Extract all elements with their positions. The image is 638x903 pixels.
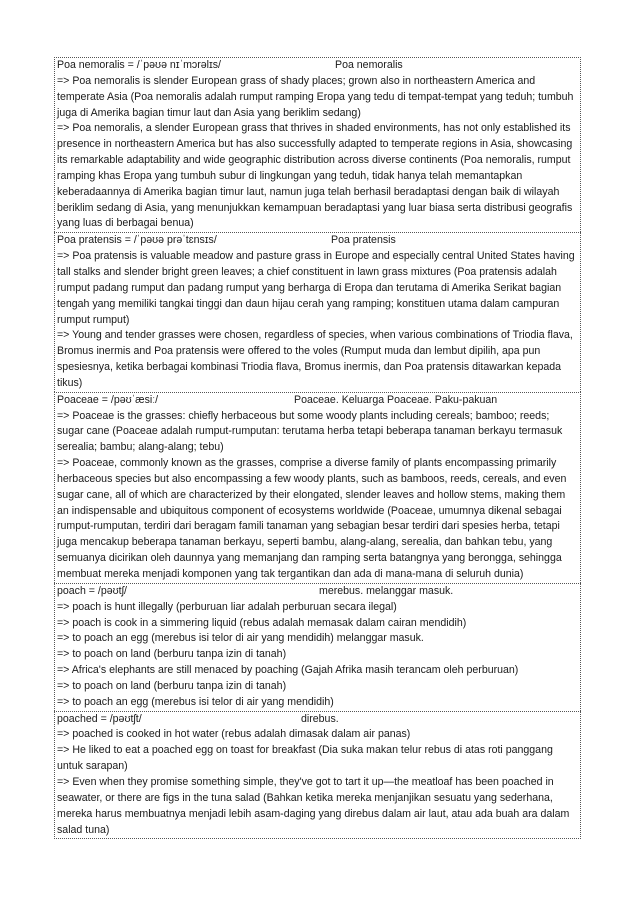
dictionary-entry [54, 57, 581, 232]
example-sentence: => poach is cook in a simmering liquid (rebus adalah memasak dalam cairan mendidih) [57, 616, 467, 629]
entry-term: Poaceae = /pəʊˈæsiː/ [57, 393, 159, 406]
example-sentence: => to poach on land (berburu tanpa izin di tanah) [57, 679, 287, 692]
dictionary-entry [54, 232, 581, 391]
example-sentence: => He liked to eat a poached egg on toast for breakfast (Dia suka makan telur rebus di atas roti panggang untuk sarapan) [57, 744, 553, 773]
entry-heading [57, 233, 578, 249]
dictionary-entry [54, 392, 581, 583]
example-sentence: => Young and tender grasses were chosen, regardless of species, when various combinations of Triodia flava, Bromus inermis and Poa pratensis were offered to the voles (Rumput muda dan lembut dipilih, apa pun spesiesnya, ketika berbagai kombinasi Triodia flava, Bromus inermis, dan Poa pratensis ditawarkan kepada tikus) [57, 329, 573, 389]
example-sentence: => to poach on land (berburu tanpa izin di tanah) [57, 648, 287, 661]
entry-heading [57, 393, 578, 409]
example-sentence: => Poa nemoralis is slender European grass of shady places; grown also in northeastern America and temperate Asia (Poa nemoralis adalah rumput ramping Eropa yang tedu di tempat-tempat yang teduh; tumbuh juga di Amerika bagian timur laut dan Asia yang beriklim sedang) [57, 74, 574, 119]
dictionary-entry [54, 583, 581, 711]
entry-term: poached = /pəʊtʃt/ [57, 712, 142, 725]
example-sentence: => Africa's elephants are still menaced by poaching (Gajah Afrika masih terancam oleh perburuan) [57, 664, 519, 677]
entry-term: poach = /pəʊtʃ/ [57, 584, 127, 597]
example-sentence: => Poaceae is the grasses: chiefly herbaceous but some woody plants including cereals; bamboo; reeds; sugar cane (Poaceae adalah rumput-rumputan: terutama herba tetapi beberapa tanaman berkayu termasuk serealia; bambu; alang-alang; tebu) [57, 409, 563, 454]
entry-term: Poa pratensis = /ˈpəʊə prəˈtɛnsɪs/ [57, 234, 217, 247]
example-sentence: => to poach an egg (merebus isi telor di air yang mendidih) [57, 695, 334, 708]
entry-heading [57, 584, 578, 600]
dictionary-page [54, 57, 581, 839]
entry-translation: direbus. [301, 712, 339, 725]
entry-term: Poa nemoralis = /ˈpəʊə nɪˈmɔrəlɪs/ [57, 59, 221, 71]
dictionary-entry [54, 711, 581, 840]
example-sentence: => Even when they promise something simple, they've got to tart it up—the meatloaf has been poached in seawater, or there are figs in the tuna salad (Bahkan ketika mereka menjanjikan sesuatu yang sederhana, mereka harus membuatnya menjadi lebih asam-daging yang direbus dalam air laut, atau ada buah ara dalam salad tuna) [57, 775, 570, 836]
entry-translation: Poa nemoralis [335, 59, 403, 71]
example-sentence: => Poa pratensis is valuable meadow and pasture grass in Europe and especially central United States having tall stalks and slender bright green leaves; a chief constituent in lawn grass mixtures (Poa pratensis adalah rumput padang rumput dan padang rumput yang berharga di Eropa dan terutama di Amerika Serikat bagian tengah yang memiliki tangkai tinggi dan daun hijau cerah yang ramping; konstituen utama dalam campuran rumput rumput) [57, 250, 575, 326]
entry-translation: merebus. melanggar masuk. [319, 584, 454, 597]
example-sentence: => poach is hunt illegally (perburuan liar adalah perburuan secara ilegal) [57, 600, 397, 613]
entry-translation: Poaceae. Keluarga Poaceae. Paku-pakuan [294, 393, 498, 406]
example-sentence: => Poa nemoralis, a slender European grass that thrives in shaded environments, has not only established its presence in northeastern America but has also successfully adapted to temperate regions in Asia, showcasing its remarkable adaptability and wide geographic distribution across diverse continents (Poa nemoralis, rumput ramping khas Eropa yang tumbuh subur di lingkungan yang teduh, tidak hanya telah memantapkan keberadaannya di Amerika bagian timur laut, namun juga telah berhasil beradaptasi dengan baik di wilayah beriklim sedang di Asia, yang menunjukkan kemampuan beradaptasi yang luar biasa serta distribusi geografis yang luas di berbagai benua) [57, 122, 573, 230]
entry-heading [57, 712, 578, 728]
example-sentence: => to poach an egg (merebus isi telor di air yang mendidih) melanggar masuk. [57, 632, 424, 645]
entry-heading [57, 58, 578, 74]
example-sentence: => Poaceae, commonly known as the grasses, comprise a diverse family of plants encompassing primarily herbaceous species but also encompassing a few woody plants, such as bamboos, reeds, cereals, and even sugar cane, all of which are characterized by their elongated, slender leaves and hollow stems, making them an indispensable and ubiquitous component of ecosystems worldwide (Poaceae, umumnya dikenal sebagai rumput-rumputan, terdiri dari beragam famili tanaman yang sebagian besar terdiri dari spesies herba, tetapi juga mencakup beberapa tanaman berkayu, seperti bambu, alang-alang, serealia, dan bahkan tebu, yang semuanya dicirikan oleh daunnya yang memanjang dan ramping serta batangnya yang berongga, sehingga membuat mereka menjadi komponen yang tak tergantikan dan ada di mana-mana di seluruh dunia) [57, 457, 567, 580]
example-sentence: => poached is cooked in hot water (rebus adalah dimasak dalam air panas) [57, 728, 411, 741]
entry-translation: Poa pratensis [331, 234, 396, 247]
